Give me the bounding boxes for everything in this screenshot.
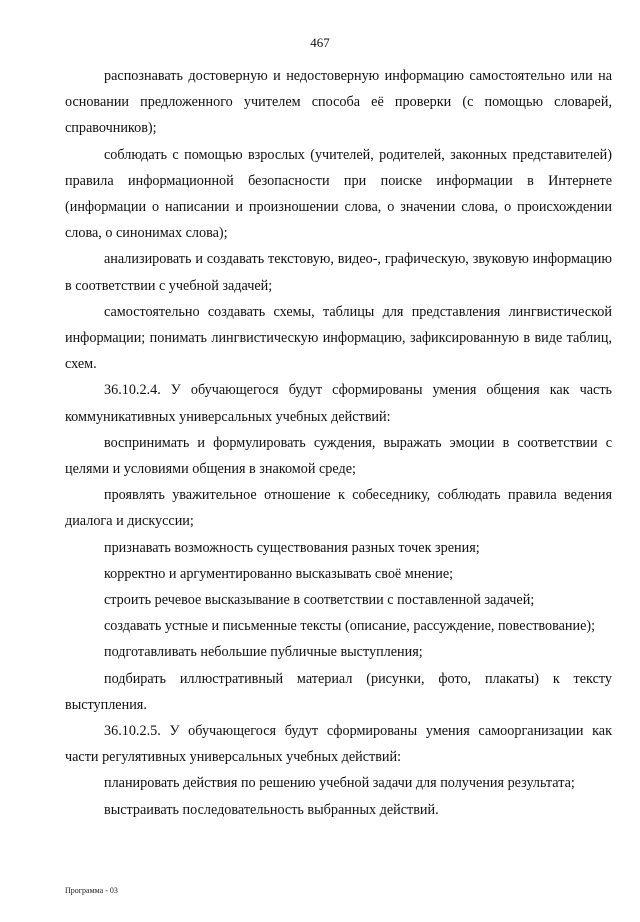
paragraph: самостоятельно создавать схемы, таблицы для представления лингвистической информации; понимать лингвистическую информацию, зафиксированную в виде таблиц, схем. <box>65 303 612 373</box>
section-paragraph: 36.10.2.5. У обучающегося будут сформированы умения самоорганизации как части регулятивных универсальных учебных действий: <box>65 723 612 766</box>
paragraph: распознавать достоверную и недостоверную информацию самостоятельно или на основании предложенного учителем способа её проверки (с помощью словарей, справочников); <box>65 68 612 137</box>
paragraph: планировать действия по решению учебной задачи для получения результата; <box>104 775 575 792</box>
paragraph: признавать возможность существования разных точек зрения; <box>104 539 480 556</box>
paragraph: соблюдать с помощью взрослых (учителей, родителей, законных представителей) правила информационной безопасности при поиске информации в Интернете (информации о написании и произношении слова, о значении слова, о происхождении слова, о синонимах слова); <box>65 146 612 242</box>
footer-label: Программа - 03 <box>65 886 118 895</box>
paragraph: подбирать иллюстративный материал (рисунки, фото, плакаты) к тексту выступления. <box>65 670 612 713</box>
paragraph: проявлять уважительное отношение к собеседнику, соблюдать правила ведения диалога и дискуссии; <box>65 487 612 530</box>
paragraph: анализировать и создавать текстовую, видео-, графическую, звуковую информацию в соответствии с учебной задачей; <box>65 251 612 294</box>
paragraph: выстраивать последовательность выбранных действий. <box>104 801 439 818</box>
section-paragraph: 36.10.2.4. У обучающегося будут сформированы умения общения как часть коммуникативных универсальных учебных действий: <box>65 382 612 425</box>
paragraph: подготавливать небольшие публичные выступления; <box>104 644 423 661</box>
page-number: 467 <box>310 35 330 50</box>
paragraph: воспринимать и формулировать суждения, выражать эмоции в соответствии с целями и условиями общения в знакомой среде; <box>65 434 612 478</box>
document-body <box>65 63 612 823</box>
paragraph: создавать устные и письменные тексты (описание, рассуждение, повествование); <box>104 618 596 635</box>
paragraph: корректно и аргументированно высказывать своё мнение; <box>104 565 454 582</box>
paragraph: строить речевое высказывание в соответствии с поставленной задачей; <box>104 592 535 609</box>
